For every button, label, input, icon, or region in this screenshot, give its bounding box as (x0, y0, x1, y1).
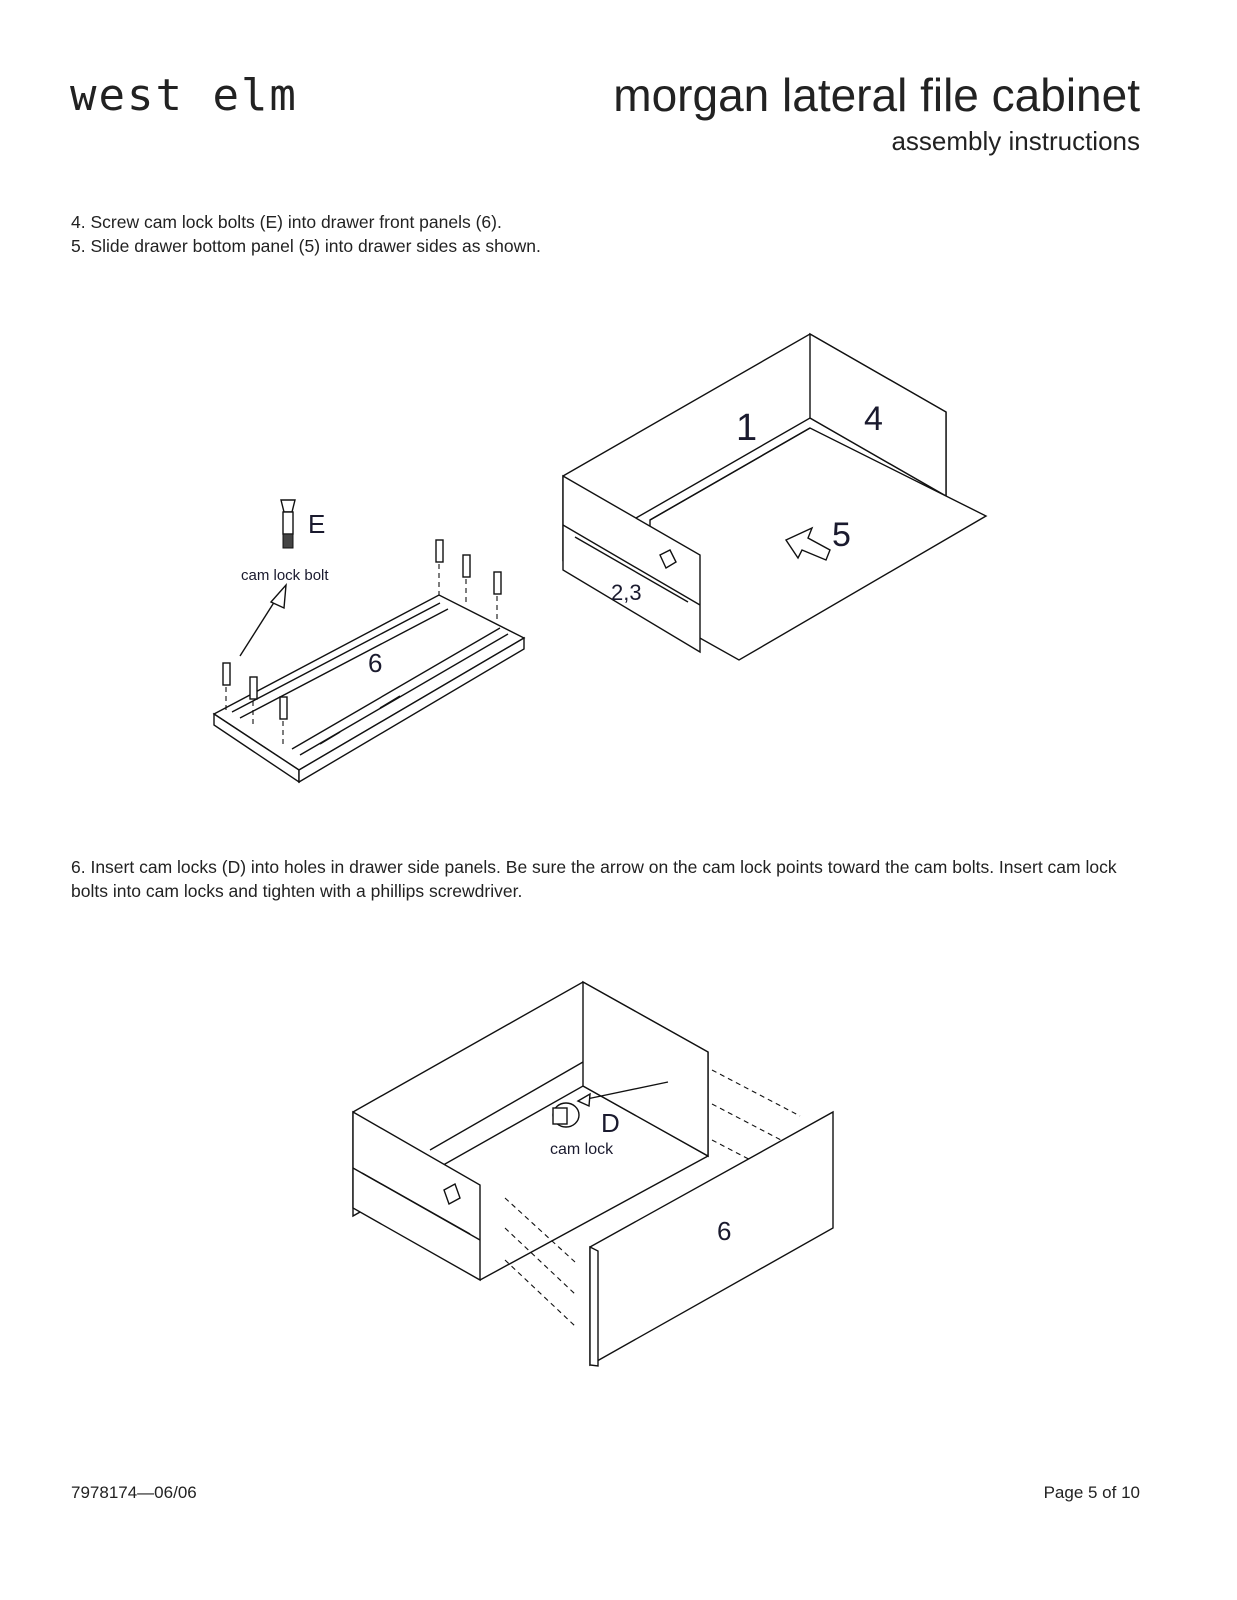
brand-logo: west elm (70, 70, 298, 121)
bottom-panel-label: 5 (832, 516, 851, 554)
cam-lock-bolt-icon (463, 555, 470, 605)
step-4-text: 4. Screw cam lock bolts (E) into drawer front panels (6). (71, 212, 502, 232)
back-panel-label: 1 (736, 407, 758, 449)
leader-arrow-icon (240, 585, 286, 656)
part-d-label: cam lock (550, 1141, 614, 1158)
page-number: Page 5 of 10 (1043, 1483, 1140, 1502)
cam-lock-bolt-icon (494, 572, 501, 621)
document-code: 7978174—06/06 (71, 1483, 197, 1502)
part-d-letter: D (601, 1108, 620, 1138)
step-5-text: 5. Slide drawer bottom panel (5) into drawer sides as shown. (71, 236, 541, 256)
assembly-diagram-step-6 (0, 970, 1237, 1390)
instructions-steps-4-5 (71, 210, 541, 258)
drawer-box-drawing (563, 334, 986, 660)
cam-lock-d-icon (553, 1103, 579, 1127)
part-e-letter: E (308, 509, 326, 539)
side-panel-label: 4 (864, 400, 883, 438)
front-panel-label: 6 (368, 648, 383, 678)
side-panels-label: 2,3 (611, 580, 642, 605)
assembly-diagram-steps-4-5 (0, 300, 1237, 820)
front-panel-label: 6 (717, 1216, 732, 1246)
front-panel-6-drawing (590, 1112, 833, 1366)
step-6-text: 6. Insert cam locks (D) into holes in drawer side panels. Be sure the arrow on the cam lock points toward the cam bolts. Insert cam lock bolts into cam locks and tighten with a phillips screwdriver. (71, 857, 1117, 901)
cam-lock-bolt-icon (436, 540, 443, 595)
part-e-bolt-icon (281, 500, 295, 548)
cam-lock-bolt-icon (223, 663, 230, 712)
part-e-label: cam lock bolt (241, 567, 329, 584)
page-subtitle: assembly instructions (891, 126, 1140, 156)
page-title: morgan lateral file cabinet (613, 69, 1140, 121)
